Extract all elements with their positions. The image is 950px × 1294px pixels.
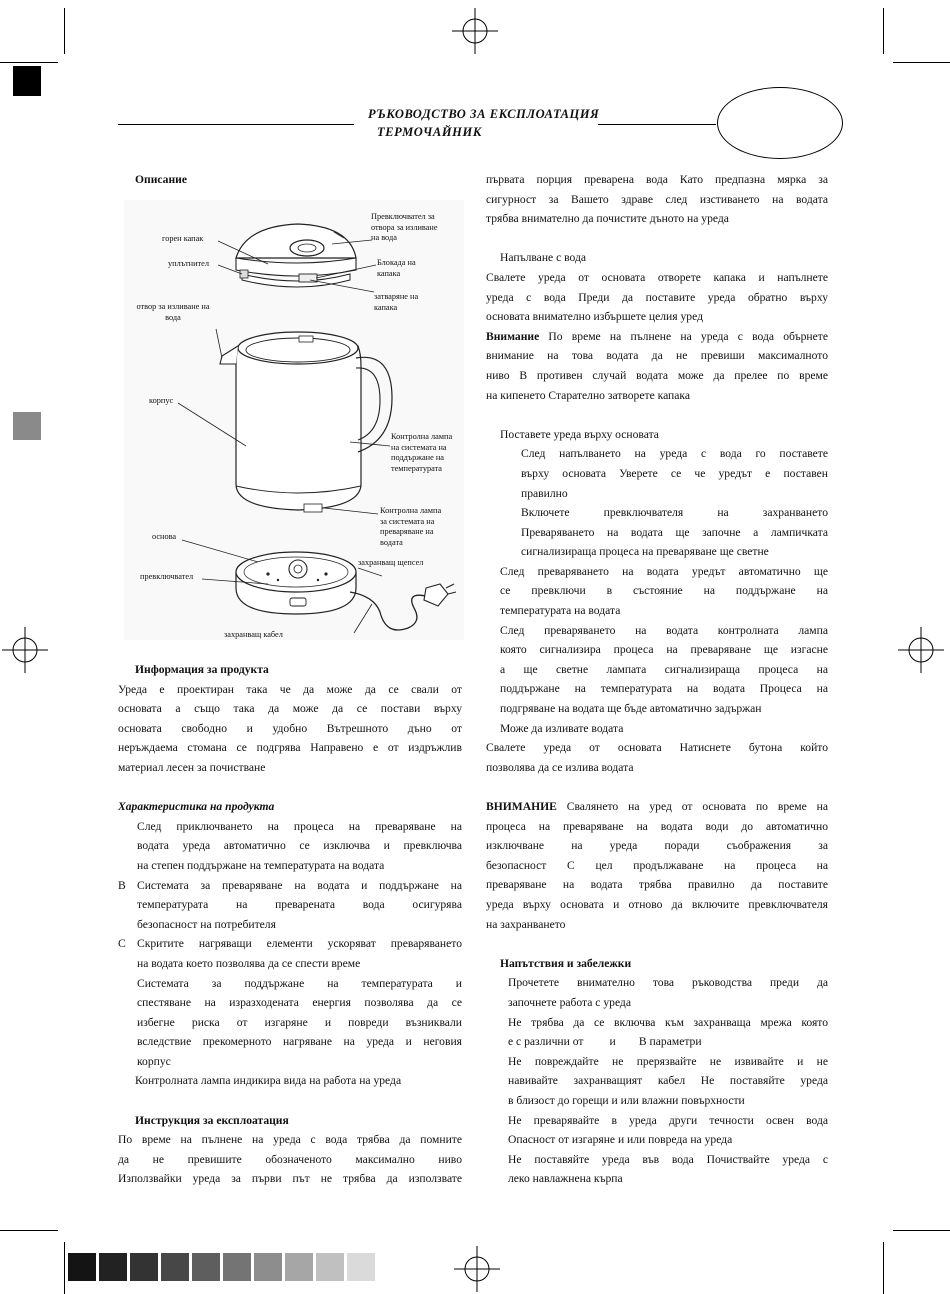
boil-line: сигнализираща процеса на преваряване ще светне — [521, 545, 769, 559]
print-swatch — [192, 1253, 220, 1281]
warning-label: ВНИМАНИЕ — [486, 800, 557, 813]
print-swatch — [316, 1253, 344, 1281]
registration-mark-left — [0, 625, 50, 675]
product-info-section — [118, 660, 462, 1189]
label-body: корпус — [149, 396, 174, 405]
char-c-line: Скритите нагряващи елементи ускоряват преваряването — [137, 937, 462, 951]
after-boil-line: се превключи в състояние на поддържане на — [500, 584, 828, 598]
intro-line: сигурност за Вашето здраве след изстиването на водата — [486, 192, 828, 206]
crop-mark — [893, 62, 950, 63]
print-swatch — [68, 1253, 96, 1281]
char-a-line: След приключването на процеса на преваряване на — [137, 819, 462, 833]
crop-mark — [64, 1242, 65, 1294]
label-switch: превключвател — [140, 572, 194, 581]
label-lid-close: затваряне на капака — [374, 292, 419, 312]
char-d-line: Системата за поддържане на температурата и — [137, 976, 462, 990]
lamp-line: поддържане на температурата на водата Процеса на — [500, 682, 828, 696]
gray-tab-marker — [13, 412, 41, 440]
header-oval — [717, 87, 843, 159]
after-boil-line: След преваряването на водата уредът автоматично ще — [500, 564, 828, 578]
crop-mark — [64, 8, 65, 54]
registration-mark-bottom — [452, 1244, 502, 1294]
char-d-line: корпус — [137, 1054, 171, 1068]
notes-line: леко навлажнена кърпа — [508, 1172, 623, 1186]
kettle-body — [236, 346, 361, 510]
registration-mark-top — [450, 6, 500, 56]
notes-line: Не преварявайте в уреда други течности освен вода — [508, 1113, 828, 1127]
warning-line: на захранването — [486, 917, 566, 931]
lamp-line: подгряване на водата ще бъде автоматично задържан — [500, 702, 762, 716]
filling-line: Свалете уреда от основата отворете капака и напълнете — [486, 270, 828, 284]
label-seal: уплътнител — [168, 259, 209, 268]
place-line: върху основата Уверете се че уредът е поставен — [521, 466, 828, 480]
notes-line: Не поставяйте уреда във вода Почиствайте уреда с — [508, 1152, 828, 1166]
print-swatch — [130, 1253, 158, 1281]
notes-line: в близост до горещи и или влажни повърхности — [508, 1093, 745, 1107]
attention-line: внимание на това водата да не превиши максималното — [486, 349, 828, 363]
operation-line: да не превишите обозначеното максимално ниво — [118, 1152, 462, 1166]
place-heading: Поставете уреда върху основата — [500, 427, 659, 441]
switch-on-line: Включете превключвателя на захранването — [521, 506, 828, 520]
warning-line: ВНИМАНИЕ Свалянето на уред от основата по време на — [486, 800, 828, 813]
header-subtitle: ТЕРМОЧАЙНИК — [377, 125, 482, 139]
right-column — [486, 170, 828, 1189]
after-boil-line: температурата на водата — [500, 604, 621, 618]
place-line: правилно — [521, 486, 568, 500]
boil-line: Преваряването на водата ще започне а лампичката — [521, 525, 828, 539]
char-d-line: спестяване на изразходената енергия позволява да се — [137, 996, 462, 1010]
notes-line: навивайте захранващият кабел Не поставяйте уреда — [508, 1074, 828, 1088]
print-swatch — [161, 1253, 189, 1281]
header-rule-left — [118, 124, 354, 125]
label-plug: захранващ щепсел — [358, 558, 424, 567]
attention-line: Внимание По време на пълнене на уреда с вода обърнете — [486, 329, 828, 343]
notes-heading: Напътствия и забележки — [500, 956, 632, 970]
notes-line: започнете работа с уреда — [508, 995, 631, 1009]
attention-label: Внимание — [486, 329, 540, 343]
lamp-line: а ще светне лампата сигнализираща процеса на — [500, 662, 828, 676]
operation-heading: Инструкция за експлоатация — [135, 1113, 289, 1127]
label-pour-switch: Превключвател за отвора за изливане на вода — [371, 212, 438, 242]
crop-mark — [893, 1230, 950, 1231]
label-lid-lock: Блокада на капака — [377, 258, 416, 278]
print-swatch — [285, 1253, 313, 1281]
label-base: основа — [152, 532, 177, 541]
warning-line: изключване на уреда поради съображения за — [486, 839, 828, 853]
notes-line: Опасност от изгаряне и или повреда на уреда — [508, 1133, 733, 1147]
warning-line: безопасност С цел продължаване на процеса на — [486, 858, 828, 872]
char-b-line: температурата на преварената вода осигурява — [137, 898, 462, 912]
label-lid: горен капак — [162, 234, 204, 243]
crop-mark — [0, 62, 58, 63]
crop-mark — [0, 1230, 58, 1231]
description-heading: Описание — [135, 173, 187, 186]
header-rule-right — [598, 124, 716, 125]
pour-line: Може да изливате водата — [500, 721, 624, 735]
filling-line: уреда с вода Преди да поставите уреда обратно върху — [486, 290, 828, 304]
notes-line: Прочетете внимателно това ръководства преди да — [508, 976, 828, 990]
char-c-line: на водата което позволява да се спести време — [137, 956, 361, 970]
left-column — [118, 170, 462, 190]
header-title: РЪКОВОДСТВО ЗА ЕКСПЛОАТАЦИЯ — [368, 107, 600, 121]
lamp-line: След преваряването на водата контролната лампа — [500, 623, 828, 637]
print-swatch — [223, 1253, 251, 1281]
remove-line: Свалете уреда от основата Натиснете бутона който — [486, 741, 828, 755]
product-info-line: Уреда е проектиран така че да може да се свали от — [118, 682, 462, 696]
warning-line: уреда върху основата и отново да включите превключвателя — [486, 897, 828, 911]
filling-line: основата внимателно избършете целия уред — [486, 310, 703, 324]
operation-line: Използвайки уреда за първи път не трябва да използвате — [118, 1172, 462, 1186]
characteristics-heading: Характеристика на продукта — [118, 800, 275, 814]
char-a-line: водата уреда автоматично се изключва и превключва — [137, 839, 462, 853]
char-b-line: Системата за преваряване на водата и поддържане на — [137, 878, 462, 892]
crop-mark — [883, 1242, 884, 1294]
label-spout: отвор за изливане на вода — [136, 302, 210, 322]
notes-line: Не повреждайте не прерязвайте не извивайте и не — [508, 1054, 828, 1068]
char-b-marker: В — [118, 878, 126, 892]
place-line: След напълването на уреда с вода го поставете — [521, 447, 828, 461]
product-info-line: неръждаема стомана се подгрява Направено е от издръжлив — [118, 741, 462, 755]
char-b-line: безопасност на потребителя — [137, 917, 276, 931]
attention-line: на кипенето Старателно затворете капака — [486, 388, 691, 402]
intro-line: първата порция преварена вода Като предпазна мярка за — [486, 173, 828, 186]
label-boil-lamp: Контролна лампа за системата на преваряване на водата — [380, 506, 442, 547]
attention-line: ниво В противен случай водата може да прелее по време — [486, 368, 828, 382]
product-info-line: основата свободно и удобно Вътрешното дъно от — [118, 721, 462, 735]
char-a-line: на степен поддържане на температурата на водата — [137, 858, 385, 872]
char-d-line: избегне риска от изгаряне и повреди възниквали — [137, 1015, 462, 1029]
filling-heading: Напълване с вода — [500, 251, 587, 265]
lamp-line: която сигнализира процеса на преваряване ще изгасне — [500, 643, 828, 657]
crop-mark — [883, 8, 884, 54]
warning-line: преваряване на водата трябва правилно да поставите — [486, 878, 828, 892]
operation-line: По време на пълнене на уреда с вода трябва да помните — [118, 1133, 462, 1147]
notes-line: е с различни от и В параметри — [508, 1035, 702, 1049]
remove-line: позволява да се излива водата — [486, 760, 634, 774]
intro-line: трябва внимателно да почистите дъното на уреда — [486, 212, 729, 226]
black-tab-marker — [13, 66, 41, 96]
label-keepwarm-lamp: Контролна лампа на системата на поддържане на температурата — [391, 432, 453, 473]
registration-mark-right — [896, 625, 946, 675]
warning-line: процеса на преваряване на водата води до автоматично — [486, 819, 828, 833]
char-e-line: Контролната лампа индикира вида на работа на уреда — [135, 1074, 402, 1088]
label-cord: захранващ кабел — [224, 630, 283, 639]
print-swatch — [99, 1253, 127, 1281]
lid-button — [290, 240, 324, 256]
char-c-marker: С — [118, 937, 126, 951]
print-swatch — [254, 1253, 282, 1281]
char-d-line: вследствие прекомерното нагряване на уреда и неговия — [137, 1035, 462, 1049]
notes-line: Не трябва да се включва към захранваща мрежа която — [508, 1015, 828, 1029]
product-info-line: материал лесен за почистване — [118, 760, 266, 774]
product-info-heading: Информация за продукта — [135, 663, 269, 676]
product-info-line: основата а също така да може да се постави върху — [118, 702, 462, 716]
print-swatch — [347, 1253, 375, 1281]
